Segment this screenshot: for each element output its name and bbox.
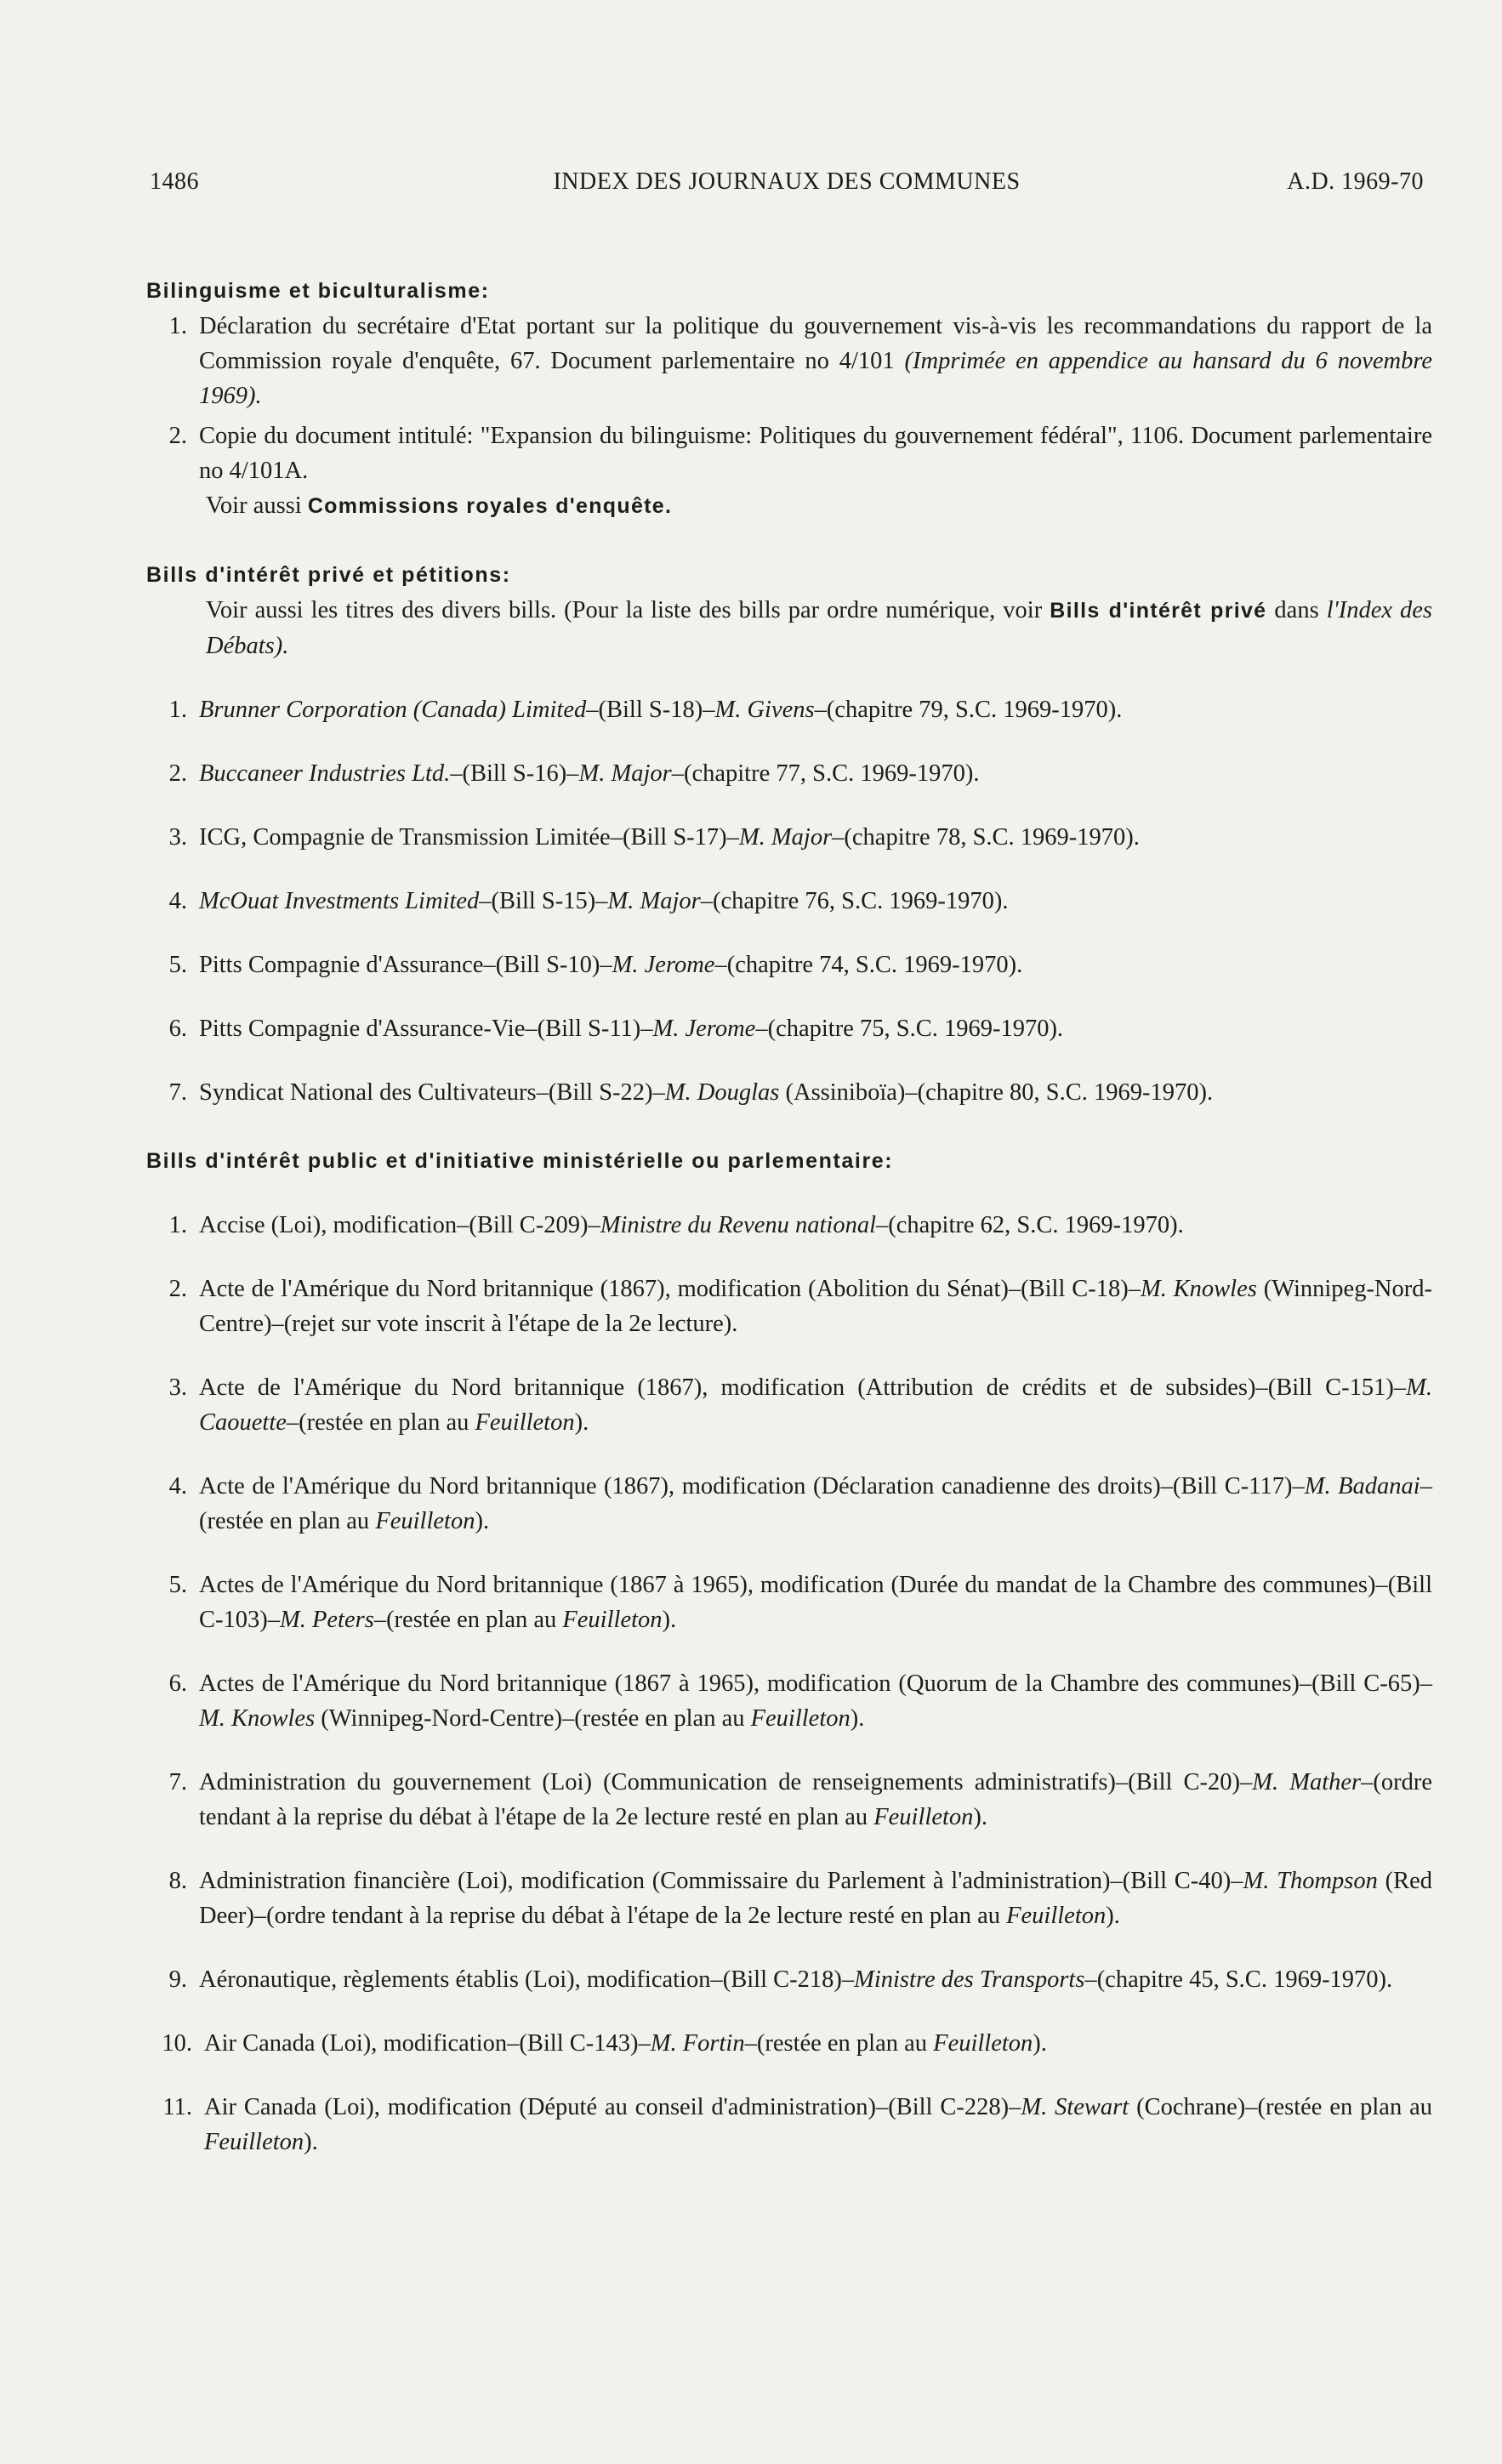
item-status: –(restée en plan au [744,2030,934,2057]
running-title: INDEX DES JOURNAUX DES COMMUNES [553,168,1021,195]
sponsor: M. Knowles [1140,1276,1257,1302]
item-text [199,820,1432,855]
bill-ref: –(Bill S-22)– [536,1079,665,1106]
sponsor: M. Major [578,760,672,787]
section-title: Bilinguisme et biculturalisme: [146,279,490,303]
feuilleton: Feuilleton [375,1508,475,1534]
item-status: (Cochrane)–(restée en plan au [1129,2094,1432,2120]
section-title: Bills d'intérêt privé et pétitions: [146,563,511,587]
item-status: –(chapitre 77, S.C. 1969-1970). [671,760,980,787]
list-item [146,1272,1432,1341]
sponsor: M. Knowles [199,1705,316,1732]
item-text [199,1666,1432,1736]
item-end: ). [662,1607,677,1633]
bill-ref: –(Bill S-11)– [525,1016,653,1042]
page-header [150,168,1424,209]
item-status: –(chapitre 45, S.C. 1969-1970). [1084,1966,1393,1993]
entry-list [146,1208,1432,2160]
item-status: –(chapitre 76, S.C. 1969-1970). [700,888,1009,914]
feuilleton: Feuilleton [1006,1903,1107,1929]
entry-list [146,692,1432,1110]
item-status: –(chapitre 79, S.C. 1969-1970). [814,697,1123,723]
section-note [206,593,1432,663]
section-bills-public [146,1144,1432,2160]
item-status: (Red Deer)–(ordre tendant à la reprise du débat à l'étape de la 2e lecture resté en plan au [199,1868,1433,1929]
item-text [199,1272,1432,1341]
list-item [146,1864,1432,1933]
item-title: Administration financière (Loi), modification (Commissaire du Parlement à l'administration)–(Bill C-40)– [199,1868,1243,1894]
item-name: ICG, Compagnie de Transmission Limitée [199,824,611,851]
list-item [146,756,1432,791]
sponsor: M. Jerome [652,1016,756,1042]
item-text [199,1208,1432,1243]
sponsor: M. Mather [1252,1769,1362,1795]
bill-ref: –(Bill S-10)– [483,952,612,978]
item-text [199,1568,1432,1637]
item-status: –(chapitre 75, S.C. 1969-1970). [755,1016,1064,1042]
item-number: 2. [168,1276,187,1302]
item-status: (Assiniboïa)–(chapitre 80, S.C. 1969-1970). [779,1079,1214,1106]
item-end: ). [1033,2030,1047,2057]
see-also-prefix: Voir aussi [206,492,302,519]
item-number: 1. [168,697,187,723]
page-number: 1486 [150,168,199,195]
year-label: A.D. 1969-70 [1287,168,1424,195]
item-text [199,756,1432,791]
sponsor: Ministre du Revenu national [600,1212,876,1238]
item-end: ). [850,1705,865,1732]
item-text [199,1765,1432,1835]
sponsor: M. Caouette [199,1374,1432,1436]
list-item [146,309,1432,413]
sponsor: M. Jerome [612,952,715,978]
sponsor: M. Givens [714,697,815,723]
item-name: Syndicat National des Cultivateurs [199,1079,537,1106]
item-number: 5. [168,1572,187,1598]
list-item [146,692,1432,727]
item-name-italic: Brunner Corporation (Canada) Limited [199,697,587,723]
item-title: Air Canada (Loi), modification–(Bill C-143)– [204,2030,651,2057]
see-also-ref: Commissions royales d'enquête. [307,494,673,518]
sponsor: M. Major [607,888,701,914]
item-status: –(restée en plan au [199,1473,1432,1534]
item-number: 4. [168,1473,187,1499]
item-text [199,947,1432,982]
item-text [204,2090,1432,2160]
list-item [146,1011,1432,1046]
note-italic: l'Index des Débats). [206,597,1432,659]
item-number: 11. [162,2094,192,2120]
item-number: 10. [162,2030,192,2057]
item-title: Acte de l'Amérique du Nord britannique (1867), modification (Déclaration canadienne des droits)–(Bill C-117)– [199,1473,1305,1499]
feuilleton: Feuilleton [933,2030,1033,2057]
item-title: Actes de l'Amérique du Nord britannique (1867 à 1965), modification (Durée du mandat de la Chambre des communes)–(Bill C-103)– [199,1572,1432,1633]
item-title: Administration du gouvernement (Loi) (Communication de renseignements administratifs)–(Bill C-20)– [199,1769,1253,1795]
entry-list [146,309,1432,488]
feuilleton: Feuilleton [750,1705,851,1732]
item-number: 8. [168,1868,187,1894]
list-item [146,418,1432,488]
item-number: 3. [168,1374,187,1401]
sponsor: M. Badanai [1304,1473,1420,1499]
item-text [199,1469,1432,1539]
item-number: 7. [168,1769,187,1795]
item-text [199,309,1432,413]
item-status: –(chapitre 74, S.C. 1969-1970). [714,952,1023,978]
list-item [146,820,1432,855]
item-end: ). [574,1409,589,1436]
item-text [199,1075,1432,1110]
item-body: Déclaration du secrétaire d'Etat portant sur la politique du gouvernement vis-à-vis les recommandations du rapport de la Commission royale d'enquête, 67. Document parlementaire no 4/101 [199,313,1432,374]
item-status: –(chapitre 62, S.C. 1969-1970). [876,1212,1184,1238]
sponsor: M. Peters [280,1607,374,1633]
sponsor: M. Douglas [664,1079,780,1106]
bill-ref: –(Bill S-18)– [586,697,715,723]
item-number: 6. [168,1016,187,1042]
item-number: 5. [168,952,187,978]
list-item [146,2090,1432,2160]
see-also [206,488,1432,524]
item-title: Acte de l'Amérique du Nord britannique (1867), modification (Abolition du Sénat)–(Bill C-18)– [199,1276,1141,1302]
item-status: –(ordre tendant à la reprise du débat à l'étape de la 2e lecture resté en plan au [199,1769,1433,1830]
list-item [146,1469,1432,1539]
note-text-b: dans [1274,597,1319,623]
item-title: Accise (Loi), modification–(Bill C-209)– [199,1212,600,1238]
item-text [199,1370,1432,1440]
list-item [146,1765,1432,1835]
item-name-italic: Buccaneer Industries Ltd. [199,760,451,787]
feuilleton: Feuilleton [475,1409,575,1436]
sponsor: M. Thompson [1243,1868,1378,1894]
note-text: Voir aussi les titres des divers bills. (Pour la liste des bills par ordre numérique, voir [206,597,1043,623]
item-number: 2. [168,423,187,449]
item-end: ). [1106,1903,1120,1929]
list-item [146,947,1432,982]
note-ref: Bills d'intérêt privé [1050,599,1267,623]
item-text [199,692,1432,727]
page-content [146,274,1432,2160]
item-text: Copie du document intitulé: "Expansion du bilinguisme: Politiques du gouvernement fédéral", 1106. Document parlementaire no 4/101A. [199,423,1432,484]
item-number: 1. [168,313,187,339]
item-title: Air Canada (Loi), modification (Député au conseil d'administration)–(Bill C-228)– [204,2094,1021,2120]
item-name: Pitts Compagnie d'Assurance-Vie [199,1016,526,1042]
item-end: ). [304,2129,318,2155]
item-text [199,1962,1432,1997]
sponsor: Ministre des Transports [854,1966,1085,1993]
item-name-italic: McOuat Investments Limited [199,888,480,914]
item-end: ). [475,1508,490,1534]
item-status: (Winnipeg-Nord-Centre)–(restée en plan au [315,1705,751,1732]
item-number: 4. [168,888,187,914]
item-title: Acte de l'Amérique du Nord britannique (1867), modification (Attribution de crédits et de subsides)–(Bill C-151)– [199,1374,1407,1401]
sponsor: M. Major [738,824,833,851]
list-item [146,1666,1432,1736]
list-item [146,884,1432,919]
list-item [146,1370,1432,1440]
list-item [146,1568,1432,1637]
item-status: –(chapitre 78, S.C. 1969-1970). [832,824,1140,851]
item-text [199,884,1432,919]
bill-ref: –(Bill S-15)– [479,888,608,914]
feuilleton: Feuilleton [562,1607,663,1633]
feuilleton: Feuilleton [204,2129,304,2155]
item-number: 2. [168,760,187,787]
item-number: 3. [168,824,187,851]
item-italic: (Imprimée en appendice au hansard du 6 novembre 1969). [199,348,1433,409]
list-item [146,1208,1432,1243]
item-number: 7. [168,1079,187,1106]
section-bills-prive [146,558,1432,1110]
item-text [199,1864,1432,1933]
item-text [204,2026,1432,2061]
item-number: 9. [168,1966,187,1993]
list-item [146,2026,1432,2061]
bill-ref: –(Bill S-17)– [610,824,739,851]
item-title: Aéronautique, règlements établis (Loi), modification–(Bill C-218)– [199,1966,855,1993]
feuilleton: Feuilleton [873,1804,974,1830]
sponsor: M. Stewart [1021,2094,1129,2120]
list-item [146,1962,1432,1997]
item-text [199,1011,1432,1046]
item-end: ). [973,1804,988,1830]
bill-ref: –(Bill S-16)– [450,760,579,787]
item-title: Actes de l'Amérique du Nord britannique (1867 à 1965), modification (Quorum de la Chambre des communes)–(Bill C-65)– [199,1670,1432,1697]
item-name: Pitts Compagnie d'Assurance [199,952,484,978]
item-number: 1. [168,1212,187,1238]
list-item [146,1075,1432,1110]
sponsor: M. Fortin [650,2030,745,2057]
section-title: Bills d'intérêt public et d'initiative ministérielle ou parlementaire: [146,1149,894,1173]
item-status: –(restée en plan au [286,1409,475,1436]
section-bilinguisme [146,274,1432,524]
item-status: (Winnipeg-Nord-Centre)–(rejet sur vote inscrit à l'étape de la 2e lecture). [199,1276,1432,1337]
item-status: –(restée en plan au [373,1607,563,1633]
item-number: 6. [168,1670,187,1697]
